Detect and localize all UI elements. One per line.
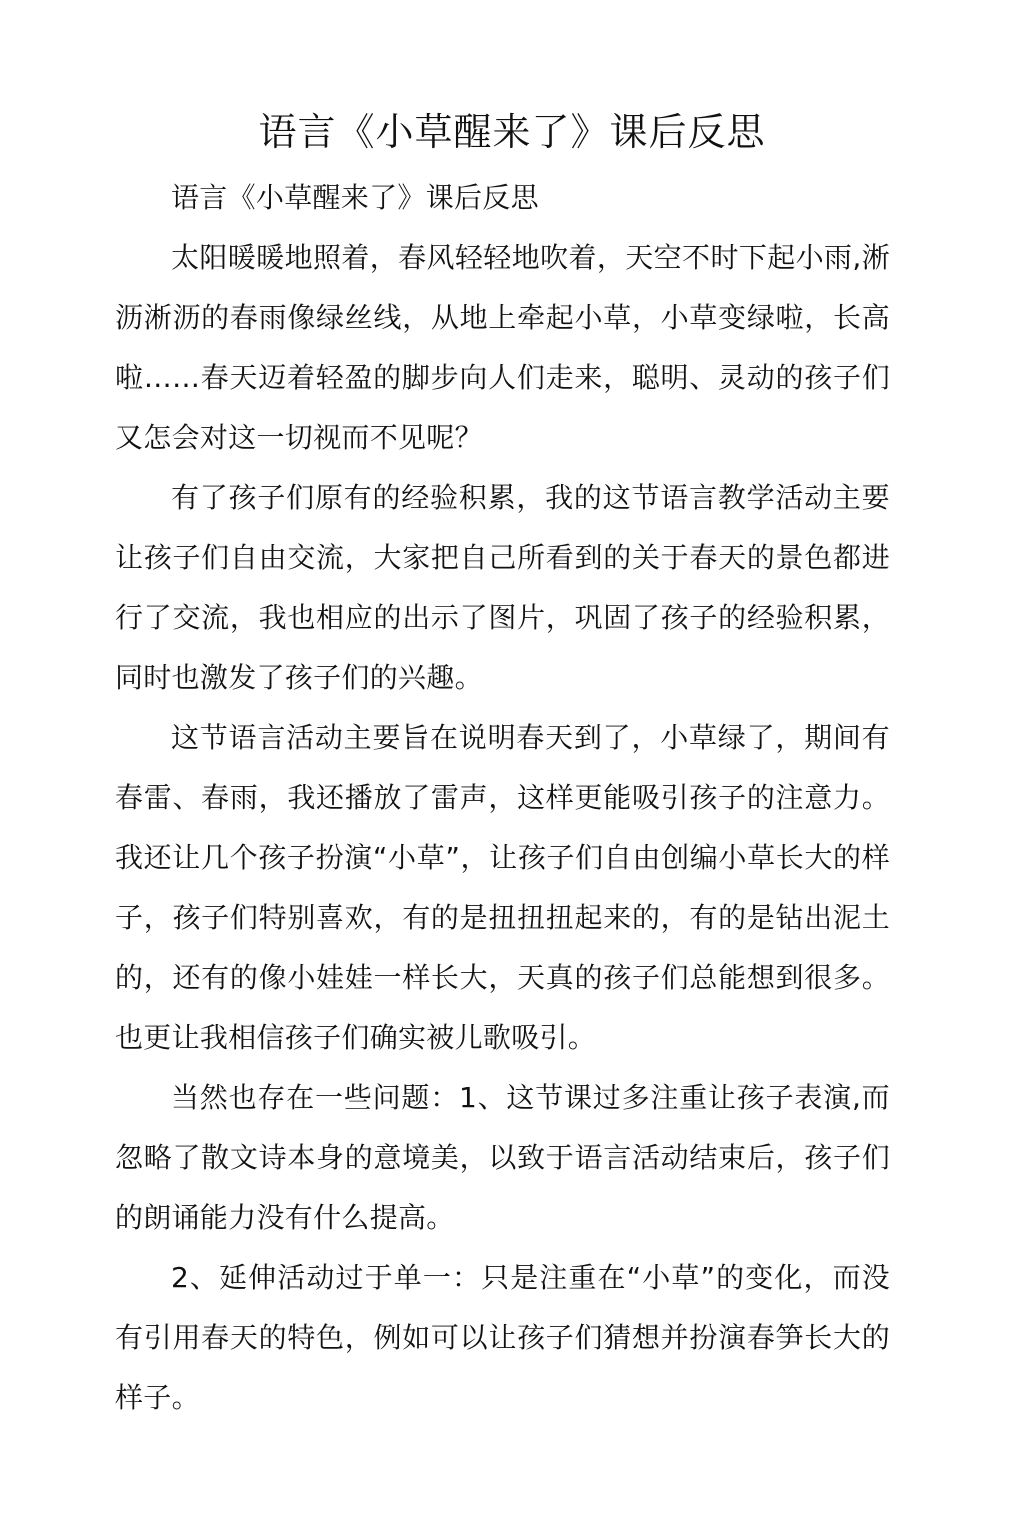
paragraph-2: 有了孩子们原有的经验积累，我的这节语言教学活动主要让孩子们自由交流，大家把自己所看到的关于春天的景色都进行了交流，我也相应的出示了图片，巩固了孩子的经验积累，同时也激发了孩子们的兴趣。 bbox=[115, 481, 890, 694]
paragraph-1: 太阳暖暖地照着，春风轻轻地吹着，天空不时下起小雨,淅沥淅沥的春雨像绿丝线，从地上牵起小草，小草变绿啦，长高啦……春天迈着轻盈的脚步向人们走来，聪明、灵动的孩子们又怎会对这一切视而不见呢？ bbox=[115, 241, 890, 454]
paragraph-4: 当然也存在一些问题：1、这节课过多注重让孩子表演,而忽略了散文诗本身的意境美，以致于语言活动结束后，孩子们的朗诵能力没有什么提高。 bbox=[115, 1081, 890, 1234]
document-title: 语言《小草醒来了》课后反思 bbox=[258, 110, 766, 154]
document-body bbox=[115, 168, 890, 1428]
paragraph-3: 这节语言活动主要旨在说明春天到了，小草绿了，期间有春雷、春雨，我还播放了雷声，这样更能吸引孩子的注意力。我还让几个孩子扮演“小草”，让孩子们自由创编小草长大的样子，孩子们特别喜欢，有的是扭扭扭起来的，有的是钻出泥土的，还有的像小娃娃一样长大，天真的孩子们总能想到很多。也更让我相信孩子们确实被儿歌吸引。 bbox=[115, 721, 890, 1054]
paragraph-5: 2、延伸活动过于单一：只是注重在“小草”的变化，而没有引用春天的特色，例如可以让孩子们猜想并扮演春笋长大的样子。 bbox=[115, 1261, 890, 1414]
document-subtitle: 语言《小草醒来了》课后反思 bbox=[171, 181, 539, 214]
